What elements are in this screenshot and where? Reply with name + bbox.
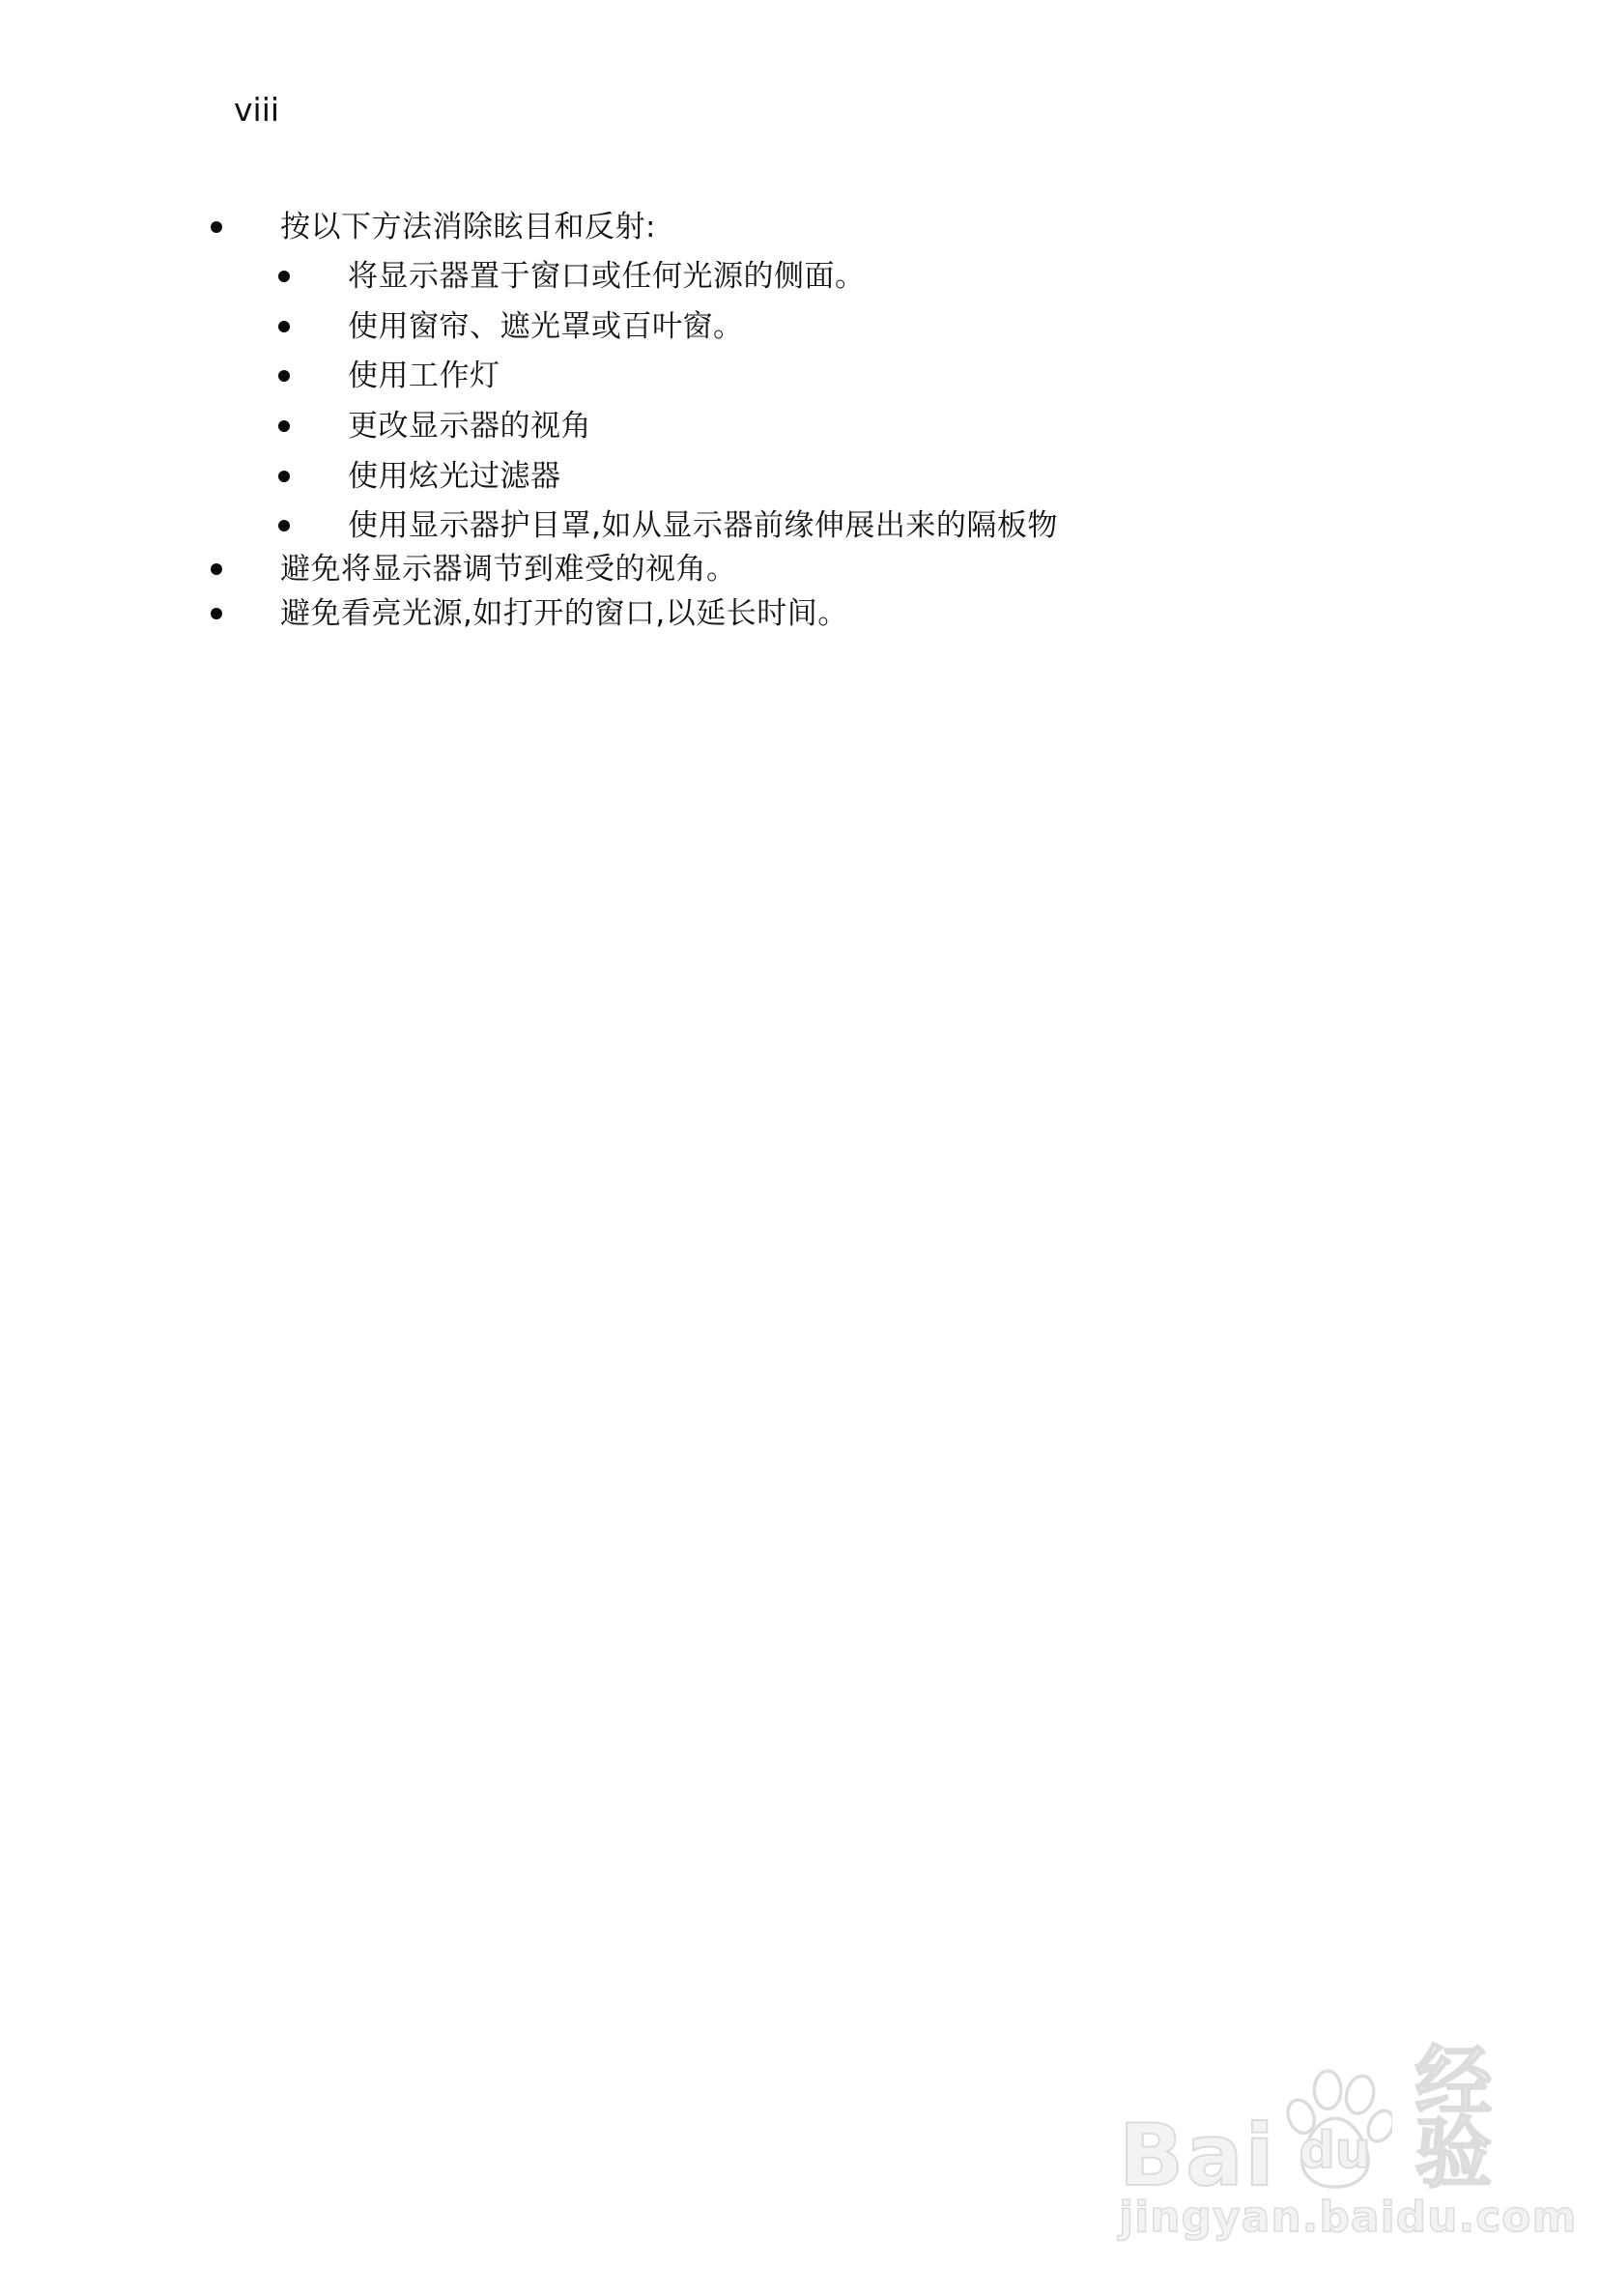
bullet-icon xyxy=(211,221,222,233)
list-item xyxy=(211,596,848,631)
bullet-icon xyxy=(211,563,222,575)
list-item-text: 使用工作灯 xyxy=(348,359,500,393)
bullet-icon xyxy=(278,520,290,531)
list-item-text: 使用窗帘、遮光罩或百叶窗。 xyxy=(348,309,744,344)
bullet-icon xyxy=(211,608,222,619)
list-item-text: 将显示器置于窗口或任何光源的侧面。 xyxy=(348,259,866,294)
baidu-jingyan-watermark xyxy=(1119,2037,1578,2243)
list-item-text: 使用显示器护目罩,如从显示器前缘伸展出来的隔板物 xyxy=(348,508,1058,543)
watermark-brand-bai: Bai xyxy=(1119,2105,1276,2205)
list-item xyxy=(278,359,500,393)
baidu-paw-icon xyxy=(1278,2069,1392,2193)
watermark-url: jingyan.baidu.com xyxy=(1119,2193,1578,2243)
list-item xyxy=(211,210,656,244)
list-item xyxy=(278,309,744,344)
list-item xyxy=(211,552,737,587)
watermark-brand-jingyan: 经验 xyxy=(1414,2037,1495,2198)
list-item xyxy=(278,508,1058,543)
bullet-icon xyxy=(278,420,290,432)
list-item-text: 使用炫光过滤器 xyxy=(348,459,561,494)
bullet-icon xyxy=(278,321,290,332)
page-number: viii xyxy=(234,91,280,129)
list-item xyxy=(278,259,866,294)
list-item-text: 更改显示器的视角 xyxy=(348,409,591,444)
list-item-text: 按以下方法消除眩目和反射: xyxy=(280,210,656,244)
bullet-icon xyxy=(278,471,290,482)
watermark-brand-du: du xyxy=(1299,2121,1371,2180)
list-item xyxy=(278,409,591,444)
bullet-icon xyxy=(278,370,290,382)
bullet-icon xyxy=(278,271,290,282)
list-item-text: 避免将显示器调节到难受的视角。 xyxy=(280,552,737,587)
list-item-text: 避免看亮光源,如打开的窗口,以延长时间。 xyxy=(280,596,848,631)
watermark-brand-row xyxy=(1119,2037,1515,2205)
list-item xyxy=(278,459,561,494)
